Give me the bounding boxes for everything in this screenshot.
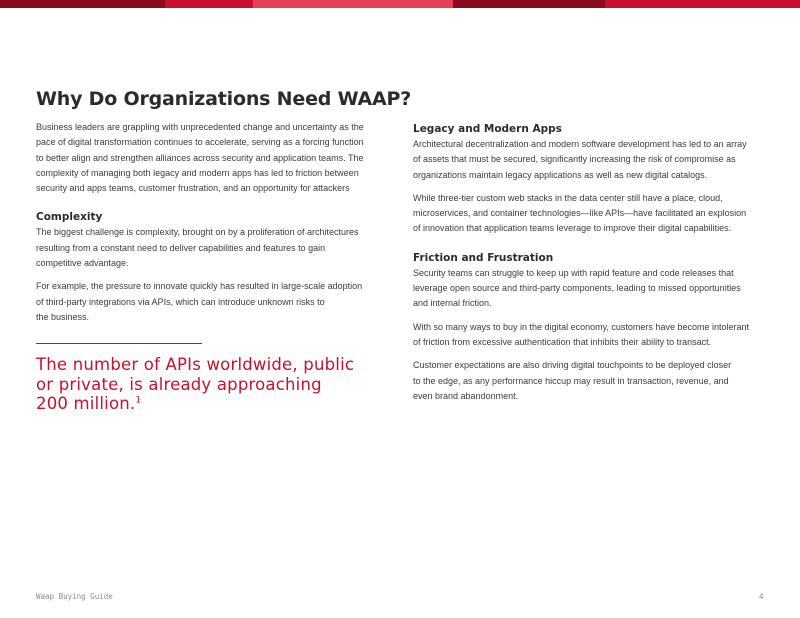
top-bar-segment bbox=[165, 0, 253, 8]
right-column bbox=[413, 120, 763, 412]
page-number: 4 bbox=[759, 592, 764, 601]
left-column bbox=[36, 120, 386, 414]
friction-paragraph-2: With so many ways to buy in the digital economy, customers have become intolerant of friction from excessive authentication that inhibits their ability to transact. bbox=[413, 321, 749, 347]
friction-paragraph-1: Security teams can struggle to keep up with rapid feature and code releases that leverage open source and third-party components, leading to missed opportunities and internal friction. bbox=[413, 267, 741, 309]
top-bar-segment bbox=[253, 0, 453, 8]
complexity-paragraph-1: The biggest challenge is complexity, brought on by a proliferation of architectures resulting from a constant need to deliver capabilities and features to gain competitive advantage. bbox=[36, 227, 359, 269]
pull-quote bbox=[36, 355, 386, 414]
friction-frustration-heading: Friction and Frustration bbox=[413, 251, 554, 264]
intro-paragraph: Business leaders are grappling with unprecedented change and uncertainty as the pace of digital transformation continues to accelerate, serving as a forcing function to better align and strengthen alliances across security and application teams. The complexity of managing both legacy and modern apps has led to friction between security and apps teams, customer frustration, and an opportunity for attackers bbox=[36, 122, 364, 194]
quote-divider bbox=[36, 343, 202, 344]
top-bar-segment bbox=[0, 0, 165, 8]
legacy-paragraph-2: While three-tier custom web stacks in the data center still have a place, cloud, microservices, and container technologies—like APIs—have facilitated an explosion of innovation that application teams leverage to improve their digital capabilities. bbox=[413, 192, 747, 234]
legacy-paragraph-1: Architectural decentralization and modern software development has led to an array of assets that must be secured, significantly increasing the risk of compromise as organizations maintain legacy applications as well as new digital catalogs. bbox=[413, 139, 747, 180]
footnote-marker: 1 bbox=[135, 395, 142, 406]
friction-paragraph-3: Customer expectations are also driving digital touchpoints to be deployed closer to the edge, as any performance hiccup may result in transaction, revenue, and even brand abandonment. bbox=[413, 360, 732, 401]
top-bar-segment bbox=[605, 0, 800, 8]
legacy-modern-apps-heading: Legacy and Modern Apps bbox=[413, 123, 562, 135]
top-bar-segment bbox=[453, 0, 605, 8]
complexity-heading: Complexity bbox=[36, 211, 103, 224]
page-title: Why Do Organizations Need WAAP? bbox=[36, 88, 412, 110]
pull-quote-text: The number of APIs worldwide, public or private, is already approaching 200 million. bbox=[36, 355, 355, 414]
complexity-paragraph-2: For example, the pressure to innovate quickly has resulted in large-scale adoption of third-party integrations via APIs, which can introduce unknown risks to the business. bbox=[36, 281, 363, 322]
top-color-bar bbox=[0, 0, 800, 8]
footer-doc-name: Waap Buying Guide bbox=[36, 592, 113, 601]
